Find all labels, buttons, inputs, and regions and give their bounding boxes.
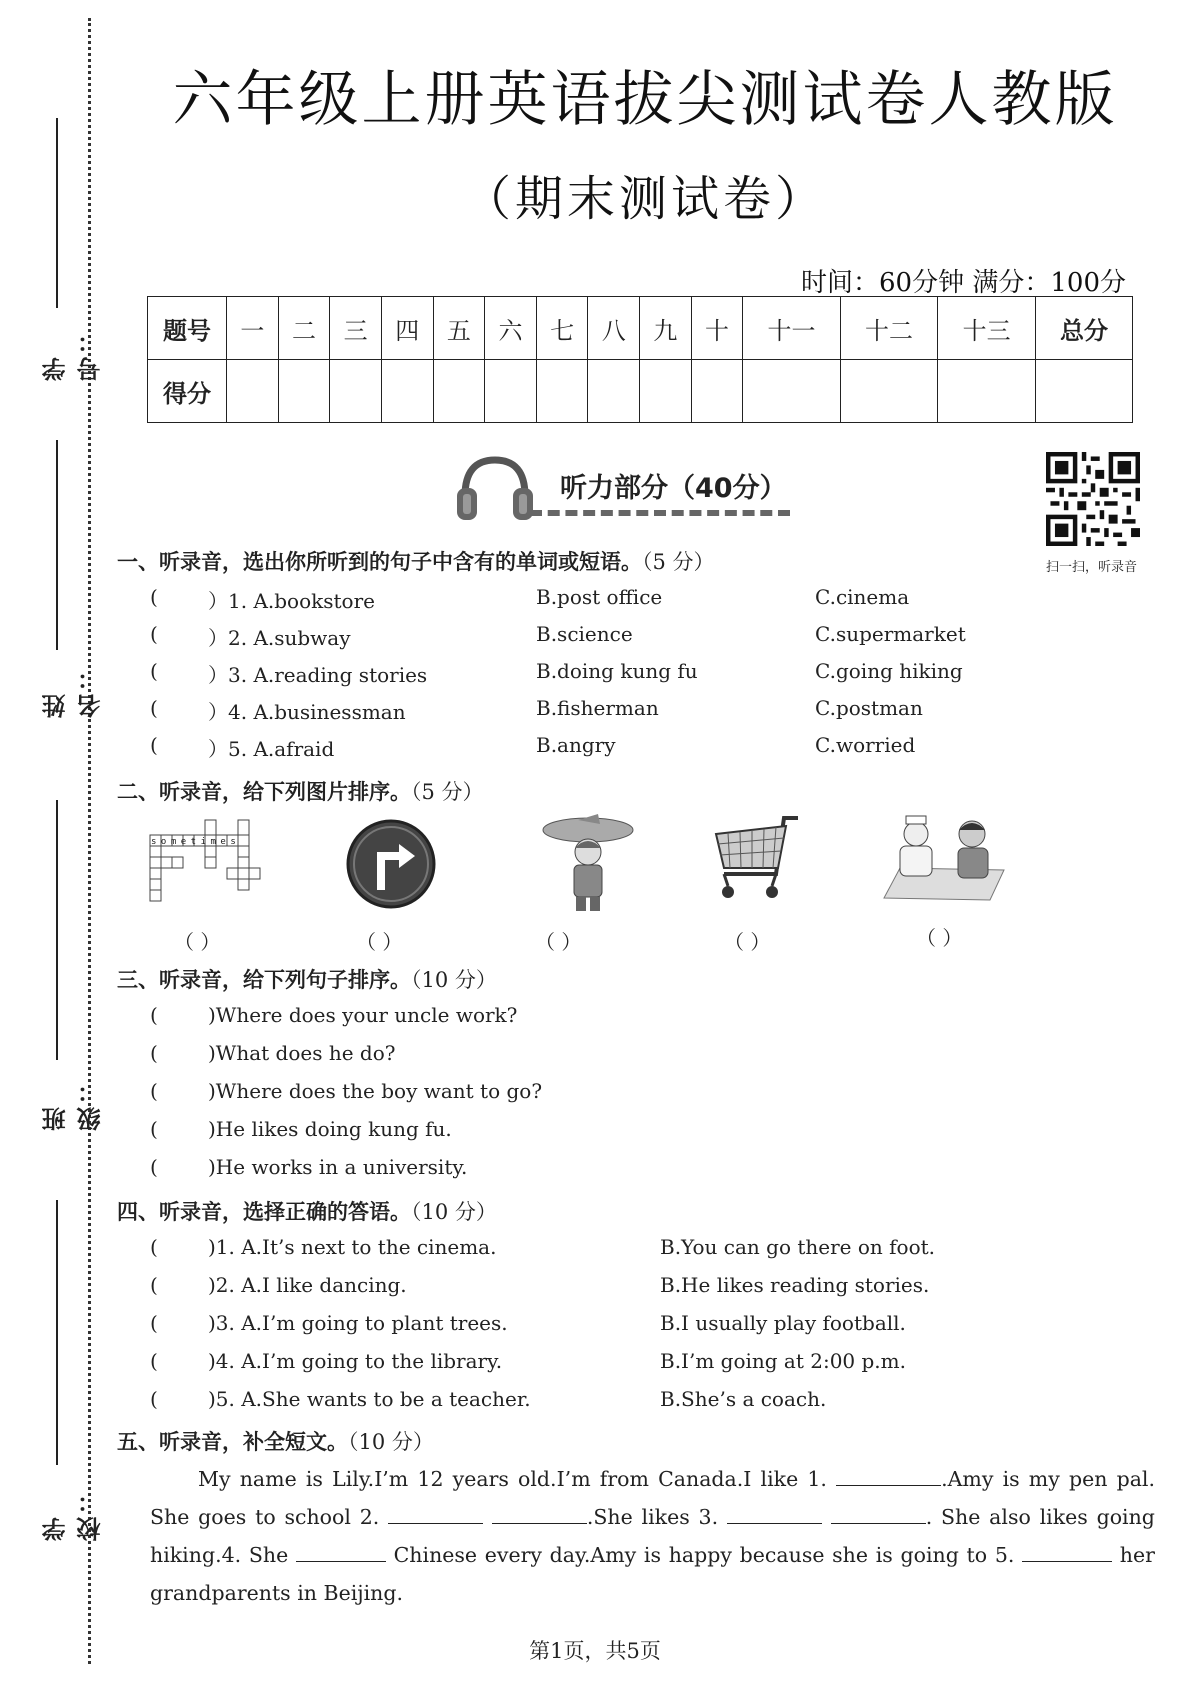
question-stem: )5. A.She wants to be a teacher.	[208, 1387, 531, 1411]
section1-title-text: 一、听录音，选出你所听到的句子中含有的单词或短语。	[117, 550, 642, 574]
section3-title	[117, 964, 497, 994]
option-b: B.I’m going at 2:00 p.m.	[660, 1349, 906, 1373]
score-header-cell: 一	[227, 297, 279, 360]
picture-answer-paren[interactable]: （ ）	[916, 926, 963, 950]
picture-answer-paren[interactable]: （ ）	[174, 930, 221, 954]
passage-text: . She also likes going hiking.4. She	[150, 1505, 1155, 1567]
passage-text: .She likes 3.	[586, 1505, 719, 1529]
question-stem: ）3. A.reading stories	[208, 663, 428, 687]
section2-title	[117, 776, 484, 806]
question-stem: ）2. A.subway	[208, 626, 351, 650]
option-b: B.science	[536, 622, 633, 646]
score-input-cell[interactable]	[691, 360, 743, 423]
score-header-cell: 五	[433, 297, 485, 360]
blank-2b[interactable]	[492, 1505, 587, 1524]
score-header-cell: 九	[640, 297, 692, 360]
option-b: B.I usually play football.	[660, 1311, 906, 1335]
answer-paren-open[interactable]: (	[150, 733, 158, 757]
section2-title-text: 二、听录音，给下列图片排序。	[117, 780, 411, 804]
section1-title	[117, 546, 715, 576]
page-title: 六年级上册英语拔尖测试卷人教版	[172, 65, 1118, 135]
answer-paren-open[interactable]: (	[150, 1155, 158, 1179]
question-stem: )1. A.It’s next to the cinema.	[208, 1235, 497, 1259]
answer-paren-open[interactable]: (	[150, 1235, 158, 1259]
name-line	[56, 440, 58, 650]
score-input-cell[interactable]	[330, 360, 382, 423]
score-header-cell: 十	[691, 297, 743, 360]
score-header-cell: 三	[330, 297, 382, 360]
section5-points: （10 分）	[348, 1430, 434, 1454]
score-input-cell[interactable]	[278, 360, 330, 423]
score-header-cell: 四	[381, 297, 433, 360]
option-c: C.cinema	[815, 585, 910, 609]
student-id-label: 学号：	[42, 325, 105, 381]
score-input-cell[interactable]	[433, 360, 485, 423]
question-stem: ）5. A.afraid	[208, 737, 335, 761]
score-header-cell: 题号	[148, 297, 227, 360]
score-input-cell[interactable]	[588, 360, 640, 423]
binding-dotted-line	[88, 18, 91, 1664]
blank-4[interactable]	[296, 1543, 386, 1562]
answer-paren-open[interactable]: (	[150, 1273, 158, 1297]
section3-points: （10 分）	[411, 968, 497, 992]
blank-1[interactable]	[836, 1467, 941, 1486]
section1-points: （5 分）	[642, 550, 715, 574]
score-header-cell: 六	[485, 297, 537, 360]
score-header-cell: 二	[278, 297, 330, 360]
option-b: B.post office	[536, 585, 663, 609]
score-header-cell: 七	[536, 297, 588, 360]
score-row-label: 得分	[148, 360, 227, 423]
picture-answer-paren[interactable]: （ ）	[535, 930, 582, 954]
section5-title	[117, 1426, 434, 1456]
crossword-letters: sometimes	[151, 837, 241, 847]
section4-title	[117, 1196, 497, 1226]
option-b: B.You can go there on foot.	[660, 1235, 936, 1259]
class-line	[56, 800, 58, 1060]
section2-points: （5 分）	[411, 780, 484, 804]
option-b: B.fisherman	[536, 696, 659, 720]
page-footer: 第1页，共5页	[529, 1639, 661, 1663]
score-table-score-row	[148, 360, 1133, 423]
name-label: 姓名：	[42, 662, 105, 718]
option-c: C.postman	[815, 696, 923, 720]
school-label: 学校：	[42, 1485, 105, 1541]
answer-paren-open[interactable]: (	[150, 1387, 158, 1411]
student-id-line	[56, 118, 58, 308]
blank-5[interactable]	[1022, 1543, 1112, 1562]
score-table	[147, 296, 1133, 423]
listening-title: 听力部分（40分）	[560, 473, 787, 504]
option-c: C.going hiking	[815, 659, 963, 683]
question-stem: ）4. A.businessman	[208, 700, 406, 724]
passage-text: Chinese every day.Amy is happy because she is going to 5.	[393, 1543, 1015, 1567]
listening-underline	[530, 510, 790, 516]
section4-title-text: 四、听录音，选择正确的答语。	[117, 1200, 411, 1224]
answer-paren-open[interactable]: (	[150, 585, 158, 609]
score-input-cell[interactable]	[485, 360, 537, 423]
option-b: B.angry	[536, 733, 616, 757]
option-c: C.worried	[815, 733, 916, 757]
sentence-text: )He works in a university.	[208, 1155, 468, 1179]
answer-paren-open[interactable]: (	[150, 659, 158, 683]
score-header-cell: 十三	[938, 297, 1036, 360]
turn-right-sign-image	[345, 818, 437, 910]
score-input-cell[interactable]	[381, 360, 433, 423]
doctor-patient-image	[880, 810, 1010, 902]
question-stem: )4. A.I’m going to the library.	[208, 1349, 503, 1373]
sentence-text: )Where does the boy want to go?	[208, 1079, 543, 1103]
blank-3b[interactable]	[831, 1505, 926, 1524]
option-b: B.She’s a coach.	[660, 1387, 827, 1411]
option-b: B.He likes reading stories.	[660, 1273, 930, 1297]
picture-answer-paren[interactable]: （ ）	[356, 930, 403, 954]
answer-paren-open[interactable]: (	[150, 1311, 158, 1335]
answer-paren-open[interactable]: (	[150, 622, 158, 646]
option-c: C.supermarket	[815, 622, 966, 646]
picture-answer-paren[interactable]: （ ）	[724, 930, 771, 954]
answer-paren-open[interactable]: (	[150, 1117, 158, 1141]
score-header-cell: 十一	[743, 297, 841, 360]
qr-caption: 扫一扫，听录音	[1046, 560, 1138, 575]
section4-points: （10 分）	[411, 1200, 497, 1224]
score-input-cell[interactable]	[1036, 360, 1133, 423]
blank-2a[interactable]	[388, 1505, 483, 1524]
score-input-cell[interactable]	[840, 360, 938, 423]
section3-title-text: 三、听录音，给下列句子排序。	[117, 968, 411, 992]
option-b: B.doing kung fu	[536, 659, 698, 683]
sentence-text: )Where does your uncle work?	[208, 1003, 518, 1027]
qr-code-icon[interactable]	[1044, 452, 1142, 546]
answer-paren-open[interactable]: (	[150, 1041, 158, 1065]
listening-section-header	[455, 452, 795, 524]
answer-paren-open[interactable]: (	[150, 1079, 158, 1103]
cloze-passage	[150, 1460, 1155, 1612]
pilot-image	[538, 810, 638, 915]
crossword-image	[148, 818, 278, 903]
score-input-cell[interactable]	[640, 360, 692, 423]
score-header-cell: 十二	[840, 297, 938, 360]
score-header-cell: 总分	[1036, 297, 1133, 360]
sentence-text: )What does he do?	[208, 1041, 396, 1065]
score-input-cell[interactable]	[227, 360, 279, 423]
shopping-cart-image	[710, 812, 802, 907]
score-input-cell[interactable]	[938, 360, 1036, 423]
school-line	[56, 1200, 58, 1465]
score-header-cell: 八	[588, 297, 640, 360]
headphones-icon	[455, 452, 535, 524]
question-stem: )3. A.I’m going to plant trees.	[208, 1311, 508, 1335]
blank-3a[interactable]	[727, 1505, 822, 1524]
passage-text: .Amy is my pen pal. She goes to school 2.	[150, 1467, 1155, 1529]
page-subtitle: （期末测试卷）	[462, 171, 827, 227]
question-stem: ）1. A.bookstore	[208, 589, 375, 613]
score-table-header-row	[148, 297, 1133, 360]
class-label: 班级：	[42, 1075, 105, 1131]
answer-paren-open[interactable]: (	[150, 696, 158, 720]
answer-paren-open[interactable]: (	[150, 1349, 158, 1373]
exam-info: 时间：60分钟 满分：100分	[801, 268, 1126, 298]
score-input-cell[interactable]	[536, 360, 588, 423]
answer-paren-open[interactable]: (	[150, 1003, 158, 1027]
passage-text: her grandparents in Beijing.	[150, 1543, 1155, 1605]
score-input-cell[interactable]	[743, 360, 841, 423]
sentence-text: )He likes doing kung fu.	[208, 1117, 452, 1141]
question-stem: )2. A.I like dancing.	[208, 1273, 407, 1297]
passage-text: My name is Lily.I’m 12 years old.I’m from Canada.I like 1.	[198, 1467, 827, 1491]
section5-title-text: 五、听录音，补全短文。	[117, 1430, 348, 1454]
